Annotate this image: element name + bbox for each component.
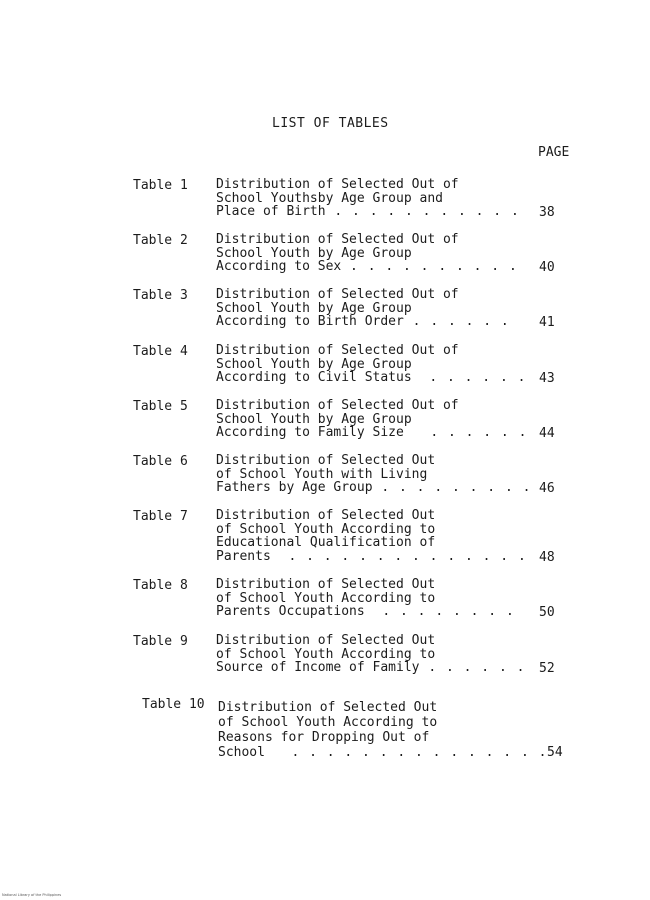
description-line: Distribution of Selected Out (216, 577, 436, 592)
table-description (218, 700, 547, 760)
description-line: Distribution of Selected Out of (216, 232, 459, 247)
table-label: Table 9 (133, 634, 188, 649)
description-text: Source of Income of Family (216, 660, 420, 676)
description-line: of School Youth According to (216, 521, 436, 537)
leader-dots: . . . . . . . . (364, 604, 515, 620)
table-description (216, 454, 531, 495)
description-line: of School Youth with Living (216, 466, 428, 482)
page-number: 48 (539, 550, 555, 565)
page-number: 43 (539, 371, 555, 386)
page-title: LIST OF TABLES (272, 116, 389, 131)
page-number: 54 (547, 745, 563, 760)
page-number: 44 (539, 426, 555, 441)
table-description (216, 509, 527, 563)
description-line (216, 315, 510, 329)
table-description (216, 178, 520, 219)
description-line (216, 205, 520, 219)
description-line: of School Youth According to (216, 646, 436, 662)
table-label: Table 3 (133, 288, 188, 303)
table-description (216, 578, 515, 619)
description-text: According to Sex (216, 259, 342, 275)
description-line (218, 745, 547, 760)
leader-dots: . . . . . . . . . . . . . . . (264, 745, 548, 760)
leader-dots: . . . . . . . . . (372, 480, 532, 496)
description-text: According to Family Size (216, 425, 404, 441)
table-description (216, 634, 525, 675)
description-line: School Youth by Age Group (216, 245, 412, 261)
description-line: Distribution of Selected Out of (216, 287, 459, 302)
description-line (216, 605, 515, 619)
description-line: School Youth by Age Group (216, 356, 412, 372)
description-text: Fathers by Age Group (216, 480, 373, 496)
description-text: Place of Birth (216, 204, 326, 220)
description-line: Distribution of Selected Out of (216, 177, 459, 192)
description-line (216, 371, 526, 385)
table-description (216, 233, 518, 274)
description-line: School Youthsby Age Group and (216, 190, 443, 206)
description-line: Distribution of Selected Out (216, 453, 436, 468)
table-label: Table 7 (133, 509, 188, 524)
description-line (216, 481, 531, 495)
description-line: Distribution of Selected Out (216, 633, 436, 648)
page-number: 52 (539, 661, 555, 676)
leader-dots: . . . . . . (411, 370, 527, 386)
table-label: Table 4 (133, 344, 188, 359)
description-line: Distribution of Selected Out of (216, 398, 459, 413)
description-line: School Youth by Age Group (216, 300, 412, 316)
table-label: Table 10 (142, 697, 205, 712)
leader-dots: . . . . . . . . . . (341, 259, 518, 275)
table-label: Table 1 (133, 178, 188, 193)
description-text: According to Birth Order (216, 314, 404, 330)
table-label: Table 8 (133, 578, 188, 593)
table-label: Table 2 (133, 233, 188, 248)
description-line: Reasons for Dropping Out of (218, 730, 430, 745)
description-text: Parents Occupations (216, 604, 365, 620)
description-line: of School Youth According to (218, 715, 438, 730)
description-line: of School Youth According to (216, 590, 436, 606)
page-column-header: PAGE (538, 145, 570, 160)
leader-dots: . . . . . . (403, 425, 528, 441)
description-line: Distribution of Selected Out (216, 508, 436, 523)
table-description (216, 344, 526, 385)
footer-watermark: National Library of the Philippines (2, 893, 62, 897)
description-line (216, 661, 525, 675)
description-text: Parents (216, 548, 271, 564)
leader-dots: . . . . . . (403, 314, 510, 330)
leader-dots: . . . . . . . . . . . (325, 204, 520, 220)
page-number: 38 (539, 205, 555, 220)
description-line (216, 550, 527, 564)
page-number: 40 (539, 260, 555, 275)
description-line: School Youth by Age Group (216, 411, 412, 427)
description-text: According to Civil Status (216, 370, 412, 386)
table-description (216, 288, 510, 329)
table-description (216, 399, 527, 440)
page-number: 41 (539, 315, 555, 330)
description-line: Distribution of Selected Out (218, 700, 438, 715)
description-line: Educational Qualification of (216, 535, 436, 551)
description-line (216, 426, 527, 440)
page-number: 46 (539, 481, 555, 496)
leader-dots: . . . . . . (419, 660, 526, 676)
description-line (216, 260, 518, 274)
table-label: Table 5 (133, 399, 188, 414)
page-number: 50 (539, 605, 555, 620)
table-label: Table 6 (133, 454, 188, 469)
description-text: School (218, 745, 265, 760)
description-line: Distribution of Selected Out of (216, 343, 459, 358)
leader-dots: . . . . . . . . . . . . . . (270, 548, 527, 564)
